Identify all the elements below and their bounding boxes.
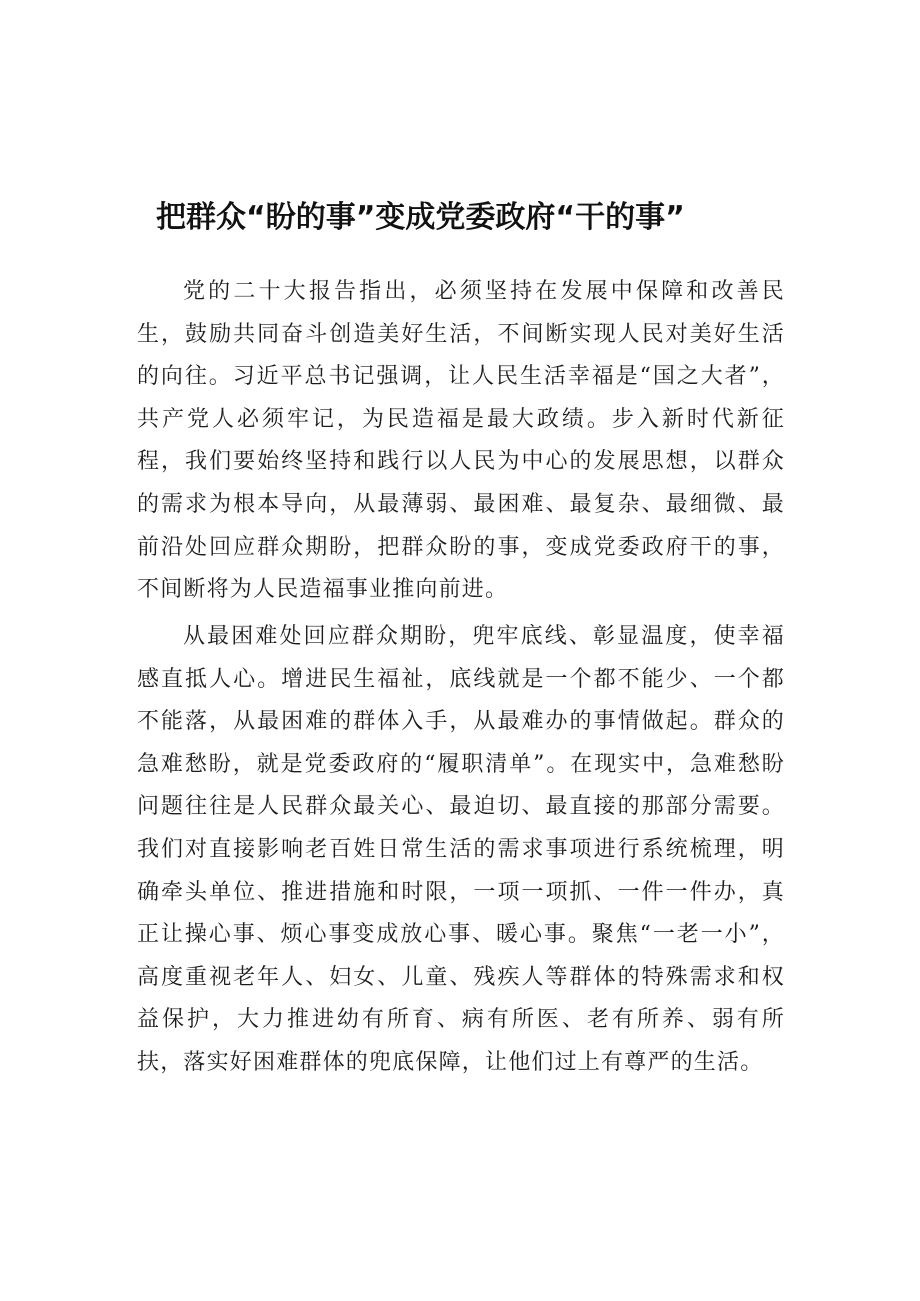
document-title: 把群众“盼的事”变成党委政府“干的事” [156,200,685,235]
paragraph-1: 党的二十大报告指出，必须坚持在发展中保障和改善民生，鼓励共同奋斗创造美好生活，不间断实现人民对美好生活的向往。习近平总书记强调，让人民生活幸福是“国之大者”，共产党人必须牢记，为民造福是最大政绩。步入新时代新征程，我们要始终坚持和践行以人民为中心的发展思想，以群众的需求为根本导向，从最薄弱、最困难、最复杂、最细微、最前沿处回应群众期盼，把群众盼的事，变成党委政府干的事，不间断将为人民造福事业推向前进。 [137,279,785,603]
paragraph-2: 从最困难处回应群众期盼，兜牢底线、彰显温度，使幸福感直抵人心。增进民生福祉，底线就是一个都不能少、一个都不能落，从最困难的群体入手，从最难办的事情做起。群众的急难愁盼，就是党委政府的“履职清单”。在现实中，急难愁盼问题往往是人民群众最关心、最迫切、最直接的那部分需要。我们对直接影响老百姓日常生活的需求事项进行系统梳理，明确牵头单位、推进措施和时限，一项一项抓、一件一件办，真正让操心事、烦心事变成放心事、暖心事。聚焦“一老一小”，高度重视老年人、妇女、儿童、残疾人等群体的特殊需求和权益保护，大力推进幼有所育、病有所医、老有所养、弱有所扶，落实好困难群体的兜底保障，让他们过上有尊严的生活。 [137,624,785,1075]
